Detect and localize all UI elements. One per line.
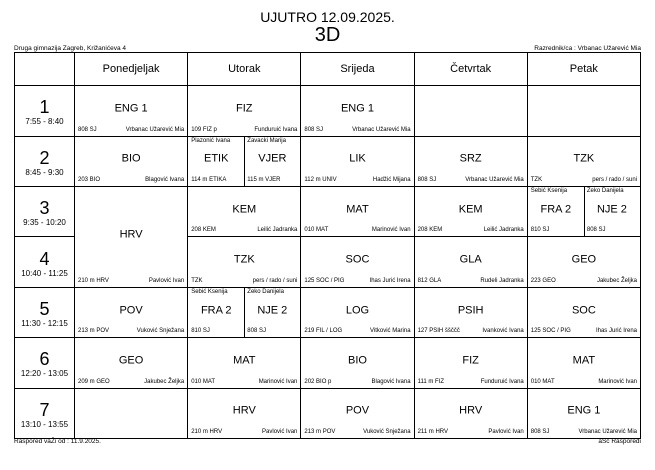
subject: NJE 2: [257, 304, 288, 317]
subject: MAT: [233, 354, 256, 367]
room: 213 m POV: [78, 328, 110, 335]
period-number: 5: [39, 299, 50, 319]
lesson-cell[interactable]: [301, 237, 414, 287]
lesson-cell[interactable]: [188, 388, 301, 438]
subject: FIZ: [236, 102, 253, 115]
lesson-cell[interactable]: [527, 287, 640, 337]
group-teacher: Zeko Danijela: [247, 288, 284, 295]
teacher: Ihas Jurić Irena: [369, 277, 411, 284]
teacher: Hadžić Mijana: [372, 177, 411, 184]
group-lesson[interactable]: [188, 288, 245, 337]
subject: BIO: [121, 152, 141, 165]
lesson-cell[interactable]: [75, 187, 188, 288]
room: TZK: [530, 177, 543, 184]
lesson-cell[interactable]: [414, 338, 527, 388]
room: 203 BIO: [78, 177, 101, 184]
lesson-cell[interactable]: [414, 237, 527, 287]
period-row: [15, 187, 641, 237]
subject: ETIK: [204, 152, 229, 165]
split-lesson-cell: [188, 287, 301, 337]
subject: LOG: [345, 304, 370, 317]
teacher: Vrbanac Užarević Mia: [578, 429, 637, 435]
room: 810 SJ: [191, 328, 210, 335]
room: 810 SJ: [530, 227, 550, 234]
period-row: [15, 136, 641, 186]
room: 808 SJ: [247, 328, 266, 335]
empty-cell: [527, 86, 640, 136]
lesson-cell[interactable]: [301, 287, 414, 337]
subject: HRV: [232, 404, 256, 417]
subject: VJER: [258, 152, 287, 165]
teacher: Rudeli Jadranka: [480, 277, 524, 284]
school-name: Druga gimnazija Zagreb, Križanićeva 4: [14, 45, 126, 52]
group-lesson[interactable]: [528, 187, 585, 236]
room: 115 m VJER: [247, 177, 281, 184]
subject: KEM: [458, 203, 483, 216]
subject: SOC: [345, 253, 370, 266]
period-header: [15, 338, 75, 388]
empty-cell: [414, 86, 527, 136]
day-header: Petak: [527, 53, 640, 86]
lesson-cell[interactable]: [188, 86, 301, 136]
teacher: Leilić Jadranka: [257, 227, 298, 234]
lesson-cell[interactable]: [527, 388, 640, 438]
room: 808 SJ: [78, 126, 97, 133]
teacher: Pavlović Ivan: [148, 277, 185, 284]
room: 208 KEM: [191, 227, 216, 234]
lesson-cell[interactable]: [75, 136, 188, 186]
group-teacher: Šebić Ksenija: [191, 288, 228, 295]
teacher: Vuković Snježana: [136, 328, 185, 335]
period-row: [15, 287, 641, 337]
period-time: 13:10 - 13:55: [20, 419, 69, 429]
lesson-cell[interactable]: [527, 136, 640, 186]
period-row: [15, 388, 641, 438]
lesson-cell[interactable]: [188, 237, 301, 287]
period-time: 8:45 - 9:30: [25, 167, 64, 177]
room: 111 m FIZ: [417, 378, 445, 385]
teacher: Funduruić Ivana: [480, 378, 524, 385]
split-lesson-cell: [188, 136, 301, 186]
room: 112 m UNIV: [304, 177, 337, 184]
subject: KEM: [232, 203, 257, 216]
teacher: Vitković Marina: [369, 328, 411, 335]
subject: LIK: [349, 152, 366, 165]
period-header: [15, 86, 75, 136]
subject: HRV: [119, 228, 143, 241]
day-header: Ponedjeljak: [75, 53, 188, 86]
room: 125 SOC / PIG: [304, 277, 345, 284]
lesson-cell[interactable]: [188, 338, 301, 388]
period-time: 11:30 - 12:15: [21, 319, 68, 328]
subject: HRV: [459, 404, 483, 417]
period-number: 3: [39, 198, 50, 219]
room: 127 PSIH ššččč: [417, 328, 460, 335]
subject: ENG 1: [567, 404, 601, 417]
subject: TZK: [233, 253, 255, 266]
period-time: 12:20 - 13:05: [20, 369, 69, 379]
teacher: pers / rado / suni: [252, 277, 298, 284]
period-time: 9:35 - 10:20: [23, 218, 66, 228]
lesson-cell[interactable]: [414, 388, 527, 438]
group-lesson[interactable]: [244, 137, 300, 186]
room: 211 m HRV: [417, 429, 449, 435]
subject: GEO: [118, 354, 144, 367]
lesson-cell[interactable]: [301, 187, 414, 237]
period-number: 1: [39, 97, 50, 118]
period-row: [15, 86, 641, 136]
room: 808 SJ: [417, 177, 437, 184]
day-header: Srijeda: [301, 53, 414, 86]
day-header: Utorak: [188, 53, 301, 86]
room: 219 FIL / LOG: [304, 328, 343, 335]
group-teacher: Plazonić Ivana: [191, 137, 231, 144]
lesson-cell[interactable]: [301, 388, 414, 438]
room: 808 SJ: [530, 429, 550, 435]
subject: ENG 1: [340, 102, 374, 115]
group-teacher: Zeko Danijela: [586, 188, 624, 195]
room: 010 MAT: [530, 378, 555, 385]
teacher: pers / rado / suni: [592, 177, 637, 184]
lesson-cell[interactable]: [414, 136, 527, 186]
room: 125 SOC / PIG: [530, 328, 571, 335]
period-header: [15, 187, 75, 237]
subject: FRA 2: [200, 304, 232, 317]
lesson-cell[interactable]: [75, 86, 188, 136]
period-row: [15, 338, 641, 388]
teacher: Blagović Ivana: [371, 378, 411, 385]
corner-cell: [15, 53, 75, 86]
lesson-cell[interactable]: [527, 338, 640, 388]
teacher: Leilić Jadranka: [483, 227, 524, 234]
lesson-cell[interactable]: [301, 338, 414, 388]
period-number: 4: [39, 248, 50, 269]
subject: FIZ: [462, 354, 479, 367]
lesson-cell[interactable]: [75, 338, 188, 388]
teacher: Jakubec Željka: [144, 378, 185, 385]
room: 808 SJ: [304, 126, 324, 133]
room: 210 m HRV: [191, 429, 223, 435]
valid-from-note: Raspored vaŽi od : 11.9.2025.: [14, 438, 101, 445]
teacher: Funduruić Ivana: [254, 126, 298, 133]
header-row: [15, 53, 641, 86]
schedule-title: UJUTRO 12.09.2025.: [260, 9, 395, 25]
teacher: Blagović Ivana: [145, 177, 185, 184]
room: 213 m POV: [304, 429, 336, 435]
room: 010 MAT: [304, 227, 329, 234]
subject: POV: [119, 304, 143, 317]
period-header: [15, 136, 75, 186]
lesson-cell[interactable]: [188, 187, 301, 237]
period-number: 6: [39, 349, 50, 370]
teacher: Marinović Ivan: [598, 378, 637, 385]
lesson-cell[interactable]: [301, 86, 414, 136]
teacher: Vrbanac Užarević Mia: [465, 177, 524, 184]
class-name: 3D: [314, 24, 341, 46]
group-lesson[interactable]: [244, 288, 300, 337]
period-time: 7:55 - 8:40: [25, 117, 64, 127]
teacher: Marinović Ivan: [258, 378, 298, 385]
period-number: 2: [39, 147, 50, 168]
lesson-cell[interactable]: [75, 287, 188, 337]
room: 202 BIO p: [304, 378, 332, 385]
group-lesson[interactable]: [188, 137, 245, 186]
teacher: Ivanković Ivana: [482, 328, 524, 335]
subject: SOC: [571, 304, 596, 317]
room: 010 MAT: [191, 378, 216, 385]
day-header: Četvrtak: [414, 53, 527, 86]
teacher: Pavlović Ivan: [262, 429, 298, 435]
teacher: Marinović Ivan: [371, 227, 411, 234]
subject: GLA: [459, 253, 482, 266]
teacher: Ihas Jurić Irena: [595, 328, 637, 335]
period-number: 7: [39, 399, 50, 420]
period-header: [15, 388, 75, 438]
period-header: [15, 237, 75, 287]
period-time: 10:40 - 11:25: [21, 268, 68, 278]
subject: MAT: [346, 203, 369, 216]
teacher: Vuković Snježana: [363, 429, 411, 435]
subject: FRA 2: [540, 203, 572, 216]
room: 208 KEM: [417, 227, 443, 234]
teacher: Vrbanac Užarević Mia: [352, 126, 411, 133]
room: 223 GEO: [530, 277, 556, 284]
brand-label: aSc Rasporedi: [598, 438, 641, 445]
room: 114 m ETIKA: [191, 177, 227, 184]
subject: PSIH: [457, 304, 484, 317]
teacher: Jakubec Željka: [596, 277, 637, 284]
empty-cell: [75, 388, 188, 438]
room: TZK: [191, 277, 203, 284]
room: 812 GLA: [417, 277, 442, 284]
lesson-cell[interactable]: [414, 187, 527, 237]
lesson-cell[interactable]: [301, 136, 414, 186]
subject: POV: [345, 404, 370, 417]
lesson-cell[interactable]: [414, 287, 527, 337]
room: 209 m GEO: [78, 378, 110, 385]
group-teacher: Šebić Ksenija: [530, 188, 568, 195]
group-lesson[interactable]: [584, 187, 640, 236]
room: 210 m HRV: [78, 277, 109, 284]
subject: GEO: [571, 253, 597, 266]
subject: SRZ: [459, 152, 482, 165]
lesson-cell[interactable]: [527, 237, 640, 287]
subject: NJE 2: [596, 203, 627, 216]
homeroom-teacher: Razrednik/ca : Vrbanac Užarević Mia: [534, 45, 641, 52]
teacher: Pavlović Ivan: [488, 429, 524, 435]
subject: BIO: [347, 354, 367, 367]
split-lesson-cell: [527, 187, 640, 237]
room: 109 FIZ p: [191, 126, 217, 133]
subject: ENG 1: [114, 102, 148, 115]
period-header: [15, 287, 75, 337]
teacher: Vrbanac Užarević Mia: [125, 126, 185, 133]
timetable: [14, 52, 641, 439]
group-teacher: Zavacki Marija: [247, 137, 286, 144]
subject: MAT: [572, 354, 596, 367]
subject: TZK: [573, 152, 595, 165]
room: 808 SJ: [586, 227, 606, 234]
